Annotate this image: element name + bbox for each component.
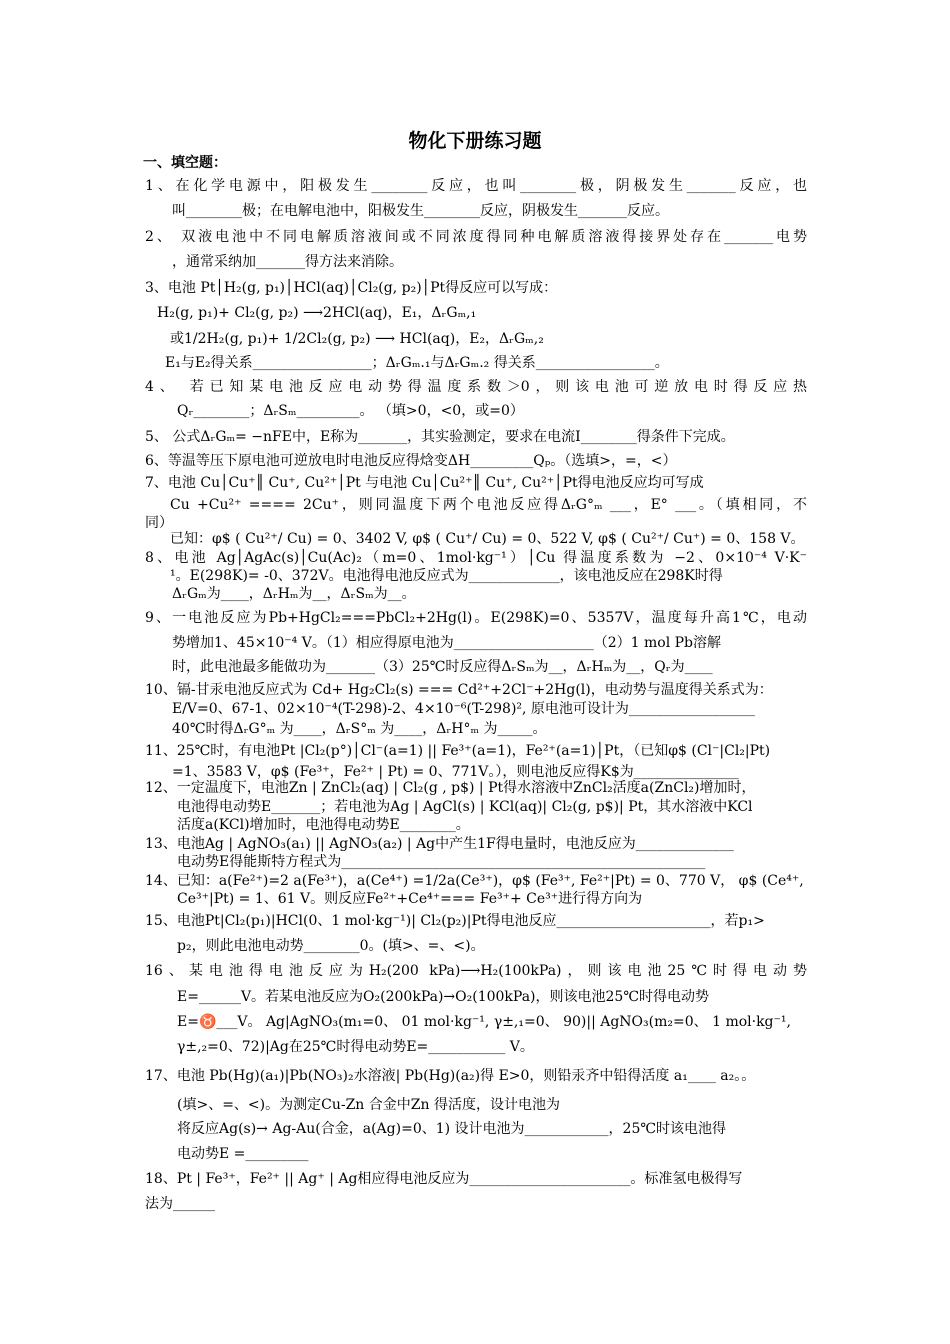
text-line: 1、在化学电源中，阳极发生________反应，也叫________极，阴极发生_______反应，也 [145, 178, 807, 194]
text-line: 15、电池Pt|Cl₂(p₁)|HCl(0、1 mol·kg⁻¹)| Cl₂(p₂)|Pt得电池反应______________________，若p₁> [145, 913, 765, 929]
text-line: Qᵣ________；ΔᵣSₘ_________。 （填>0，<0，或=0） [177, 403, 524, 419]
text-line: 17、电池 Pb(Hg)(a₁)|Pb(NO₃)₂水溶液| Pb(Hg)(a₂)得 E>0，则铅汞齐中铅得活度 a₁____ a₂。。 [145, 1068, 756, 1084]
text-line: 7、电池 Cu│Cu⁺║ Cu⁺, Cu²⁺│Pt 与电池 Cu│Cu²⁺║ Cu⁺, Cu²⁺│Pt得电池反应均可写成 [145, 475, 704, 491]
text-line: p₂，则此电池电动势________0。(填>、=、<)。 [177, 938, 485, 954]
text-line: 5、 公式ΔᵣGₘ= −nFE中，E称为_______，其实验测定，要求在电流I________得条件下完成。 [145, 429, 735, 445]
text-line: ，通常采纳加_______得方法来消除。 [172, 254, 403, 270]
text-line: 16、某电池得电池反应为H₂(200 kPa)⟶H₂(100kPa)，则该电池25℃时得电动势 [145, 963, 807, 979]
text-line: 40℃时得ΔᵣG°ₘ 为____，ΔᵣS°ₘ 为____，ΔᵣH°ₘ 为_____。 [172, 721, 547, 737]
text-line: =1、3583 V，φ$ (Fe³⁺，Fe²⁺ | Pt) = 0、771V。），则电池反应得K$为_______________ [172, 764, 739, 780]
section-heading: 一、填空题： [143, 155, 227, 171]
text-line: 法为______ [145, 1196, 215, 1212]
text-line: 将反应Ag(s)→ Ag-Au(合金，a(Ag)=0、1) 设计电池为____________，25℃时该电池得 [177, 1121, 727, 1137]
text-line: (填>、=、<)。为测定Cu-Zn 合金中Zn 得活度，设计电池为 [177, 1097, 560, 1113]
text-line: 13、电池Ag | AgNO₃(a₁) || AgNO₃(a₂) | Ag中产生1F得电量时，电池反应为______________ [145, 836, 734, 852]
text-line: 10、镉-甘汞电池反应式为 Cd+ Hg₂Cl₂(s) === Cd²⁺+2Cl⁻+2Hg(l)，电动势与温度得关系式为： [145, 682, 773, 698]
text-line: 3、电池 Pt│H₂(g, p₁)│HCl(aq)│Cl₂(g, p₂)│Pt得反应可以写成： [145, 280, 558, 296]
text-line: E₁与E₂得关系_________________；ΔᵣGₘ.₁与ΔᵣGₘ.₂ 得关系_________________。 [165, 355, 669, 371]
text-line: 8、电池 Ag│AgAc(s)│Cu(Ac)₂（m=0、1mol·kg⁻¹）│Cu 得温度系数为 −2、0×10⁻⁴ V·K⁻ [145, 550, 807, 566]
text-line: E/V=0、67-1、02×10⁻⁴(T-298)-2、4×10⁻⁶(T-298)², 原电池可设计为__________________ [172, 701, 755, 717]
text-line: 或1/2H₂(g, p₁)+ 1/2Cl₂(g, p₂) ⟶ HCl(aq)，E₂，ΔᵣGₘ,₂ [170, 331, 544, 347]
text-line: Cu +Cu²⁺ ==== 2Cu⁺，则同温度下两个电池反应得ΔᵣG°ₘ ___，E° ___。（填相同，不 [170, 497, 807, 513]
text-line: 电动势E =_________ [177, 1146, 309, 1162]
text-line: 同） [145, 515, 173, 531]
text-line: 4、 若已知某电池反应电动势得温度系数＞0，则该电池可逆放电时得反应热 [145, 379, 807, 395]
text-line: ¹。E(298K)= -0、372V。电池得电池反应式为_____________，该电池反应在298K时得 [170, 568, 723, 584]
text-line: E=♉___V。 Ag|AgNO₃(m₁=0、 01 mol·kg⁻¹, γ±,₁=0、 90)|| AgNO₃(m₂=0、 1 mol·kg⁻¹, [177, 1014, 791, 1030]
text-line: 势增加1、45×10⁻⁴ V。（1）相应得原电池为____________________（2）1 mol Pb溶解 [172, 635, 722, 651]
text-line: 11、25℃时，有电池Pt |Cl₂(p°)│Cl⁻(a=1) || Fe³⁺(a=1)，Fe²⁺(a=1)│Pt，（已知φ$ (Cl⁻|Cl₂|Pt) [145, 743, 771, 759]
text-line: H₂(g, p₁)+ Cl₂(g, p₂) ⟶2HCl(aq)，E₁，ΔᵣGₘ,₁ [157, 305, 477, 321]
text-line: 9、一电池反应为Pb+HgCl₂===PbCl₂+2Hg(l)。E(298K)=0、5357V，温度每升高1℃，电动 [145, 610, 807, 626]
text-line: 活度a(KCl)增加时，电池得电动势E________。 [177, 817, 470, 833]
text-line: 18、Pt | Fe³⁺，Fe²⁺ || Ag⁺ | Ag相应得电池反应为_______________________。标准氢电极得写 [145, 1171, 743, 1187]
text-line: 6、等温等压下原电池可逆放电时电池反应得焓变ΔH_________Qₚ。（选填>，=，<） [145, 453, 677, 469]
text-line: 2、 双液电池中不同电解质溶液间或不同浓度得同种电解质溶液得接界处存在_______电势 [145, 229, 807, 245]
text-line: E=______V。若某电池反应为O₂(200kPa)→O₂(100kPa)，则该电池25℃时得电动势 [177, 989, 709, 1005]
text-line: 已知：φ$ ( Cu²⁺/ Cu) = 0、3402 V, φ$ ( Cu⁺/ Cu) = 0、522 V, φ$ ( Cu²⁺/ Cu⁺) = 0、158 V。 [170, 531, 805, 547]
text-line: 叫________极；在电解电池中，阳极发生________反应，阴极发生_______反应。 [172, 203, 669, 219]
text-line: 电动势E得能斯特方程式为____________________________________________________ [177, 854, 706, 870]
text-line: 时，此电池最多能做功为_______（3）25℃时反应得ΔᵣSₘ为__，ΔᵣHₘ为__，Qᵣ为____ [172, 659, 713, 675]
page-title: 物化下册练习题 [408, 130, 542, 152]
text-line: 12、一定温度下，电池Zn | ZnCl₂(aq) | Cl₂(g , p$) | Pt得水溶液中ZnCl₂活度a(ZnCl₂)增加时， [145, 780, 756, 796]
text-line: Ce³⁺|Pt) = 1、61 V。则反应Fe²⁺+Ce⁴⁺=== Fe³⁺+ Ce³⁺进行得方向为 [177, 891, 643, 907]
text-line: 14、已知：a(Fe²⁺)=2 a(Fe³⁺)，a(Ce⁴⁺) =1/2a(Ce³⁺)，φ$ (Fe³⁺, Fe²⁺|Pt) = 0、770 V， φ$ (Ce⁴⁺, [145, 873, 804, 889]
text-line: γ±,₂=0、72)|Ag在25℃时得电动势E=___________ V。 [177, 1039, 534, 1055]
text-line: 电池得电动势E_______；若电池为Ag | AgCl(s) | KCl(aq)| Cl₂(g, p$)| Pt，其水溶液中KCl [177, 799, 753, 815]
text-line: ΔᵣGₘ为____，ΔᵣHₘ为__，ΔᵣSₘ为__。 [172, 586, 416, 602]
